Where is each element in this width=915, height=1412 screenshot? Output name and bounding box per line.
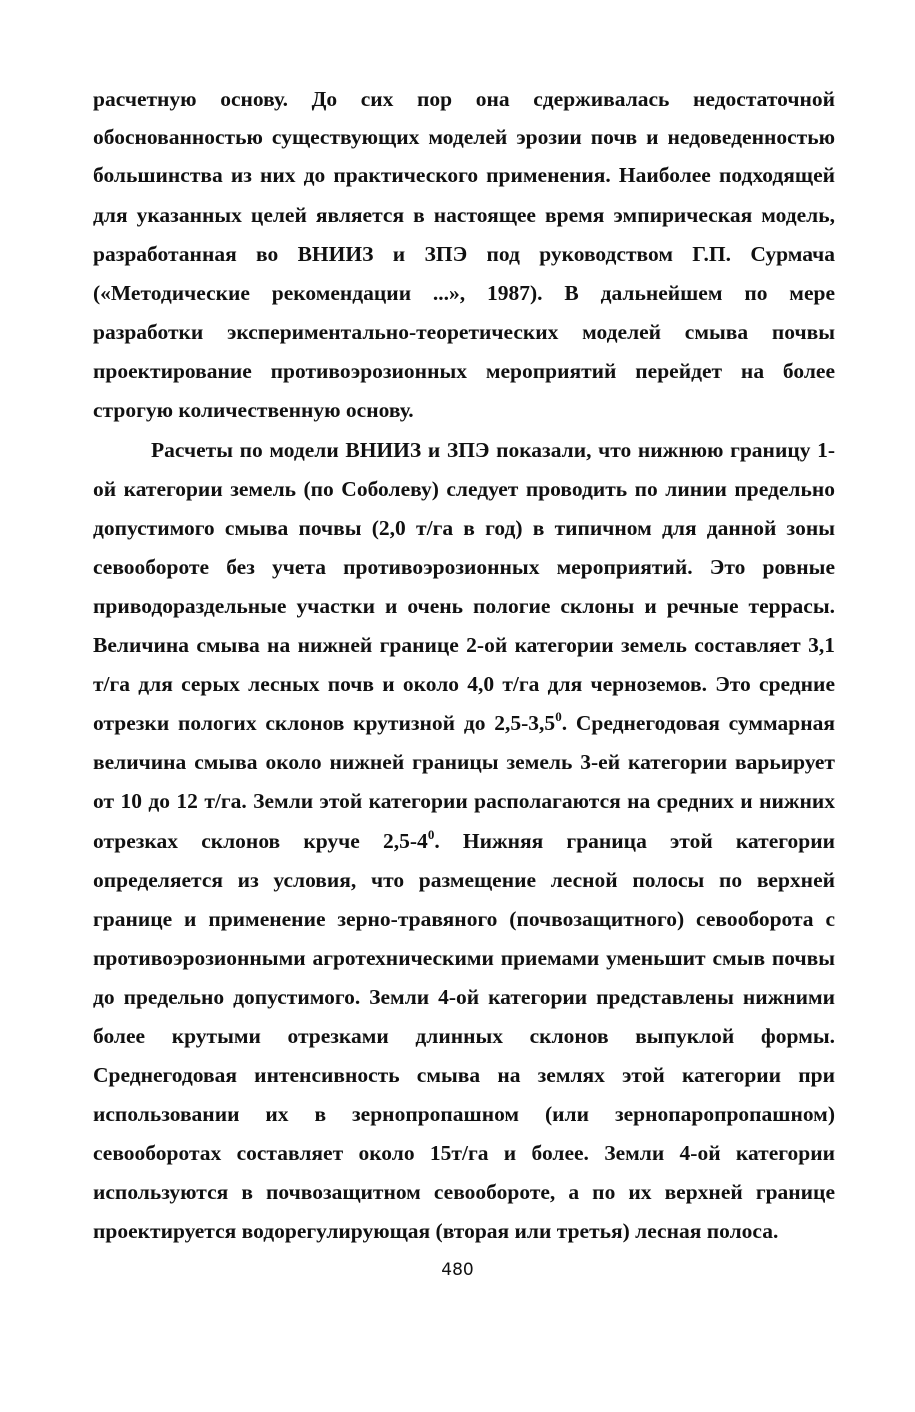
text-line: границе и применение зерно-травяного (почвозащитного) севооборота с (93, 907, 835, 931)
text-line: величина смыва около нижней границы земель 3-ей категории варьирует (93, 750, 835, 774)
text-segment: . Среднегодовая суммарная (561, 711, 835, 735)
text-line: Среднегодовая интенсивность смыва на землях этой категории при (93, 1063, 835, 1087)
text-line: обоснованностью существующих моделей эрозии почв и недоведенностью (93, 125, 835, 149)
page-number: 480 (441, 1260, 474, 1280)
text-line: от 10 до 12 т/га. Земли этой категории располагаются на средних и нижних (93, 789, 835, 813)
text-line: строгую количественную основу. (93, 398, 414, 422)
text-line (93, 708, 835, 738)
text-line: разработки экспериментально-теоретических моделей смыва почвы (93, 320, 835, 344)
text-line: допустимого смыва почвы (2,0 т/га в год) в типичном для данной зоны (93, 516, 835, 540)
text-line: т/га для серых лесных почв и около 4,0 т/га для черноземов. Это средние (93, 672, 835, 696)
degree-mark: 0 (427, 827, 435, 842)
text-line: севообороте без учета противоэрозионных мероприятий. Это ровные (93, 555, 835, 579)
text-segment: отрезках склонов круче 2,5-4 (93, 829, 428, 853)
text-segment: . Нижняя граница этой категории (434, 829, 835, 853)
text-segment: отрезки пологих склонов крутизной до 2,5-3,5 (93, 711, 556, 735)
text-line: используются в почвозащитном севообороте, а по их верхней границе (93, 1180, 835, 1204)
text-line: разработанная во ВНИИЗ и ЗПЭ под руководством Г.П. Сурмача (93, 242, 835, 266)
text-line (93, 826, 835, 856)
text-line: («Методические рекомендации ...», 1987). В дальнейшем по мере (93, 281, 835, 305)
degree-mark: 0 (555, 709, 562, 724)
text-line: противоэрозионными агротехническими приемами уменьшит смыв почвы (93, 946, 835, 970)
text-line: расчетную основу. До сих пор она сдерживалась недостаточной (93, 87, 835, 111)
text-line: большинства из них до практического применения. Наиболее подходящей (93, 163, 835, 187)
text-line: Расчеты по модели ВНИИЗ и ЗПЭ показали, что нижнюю границу 1- (151, 438, 835, 462)
text-line: ой категории земель (по Соболеву) следует проводить по линии предельно (93, 477, 835, 501)
text-line: севооборотах составляет около 15т/га и более. Земли 4-ой категории (93, 1141, 835, 1165)
text-line: более крутыми отрезками длинных склонов выпуклой формы. (93, 1024, 835, 1048)
text-line: до предельно допустимого. Земли 4-ой категории представлены нижними (93, 985, 835, 1009)
text-line: проектируется водорегулирующая (вторая или третья) лесная полоса. (93, 1219, 779, 1243)
text-line: использовании их в зернопропашном (или зернопаропропашном) (93, 1102, 835, 1126)
text-line: Величина смыва на нижней границе 2-ой категории земель составляет 3,1 (93, 633, 835, 657)
text-line: определяется из условия, что размещение лесной полосы по верхней (93, 868, 835, 892)
text-line: приводораздельные участки и очень пологие склоны и речные террасы. (93, 594, 835, 618)
text-line: проектирование противоэрозионных мероприятий перейдет на более (93, 359, 835, 383)
text-line: для указанных целей является в настоящее время эмпирическая модель, (93, 203, 835, 227)
